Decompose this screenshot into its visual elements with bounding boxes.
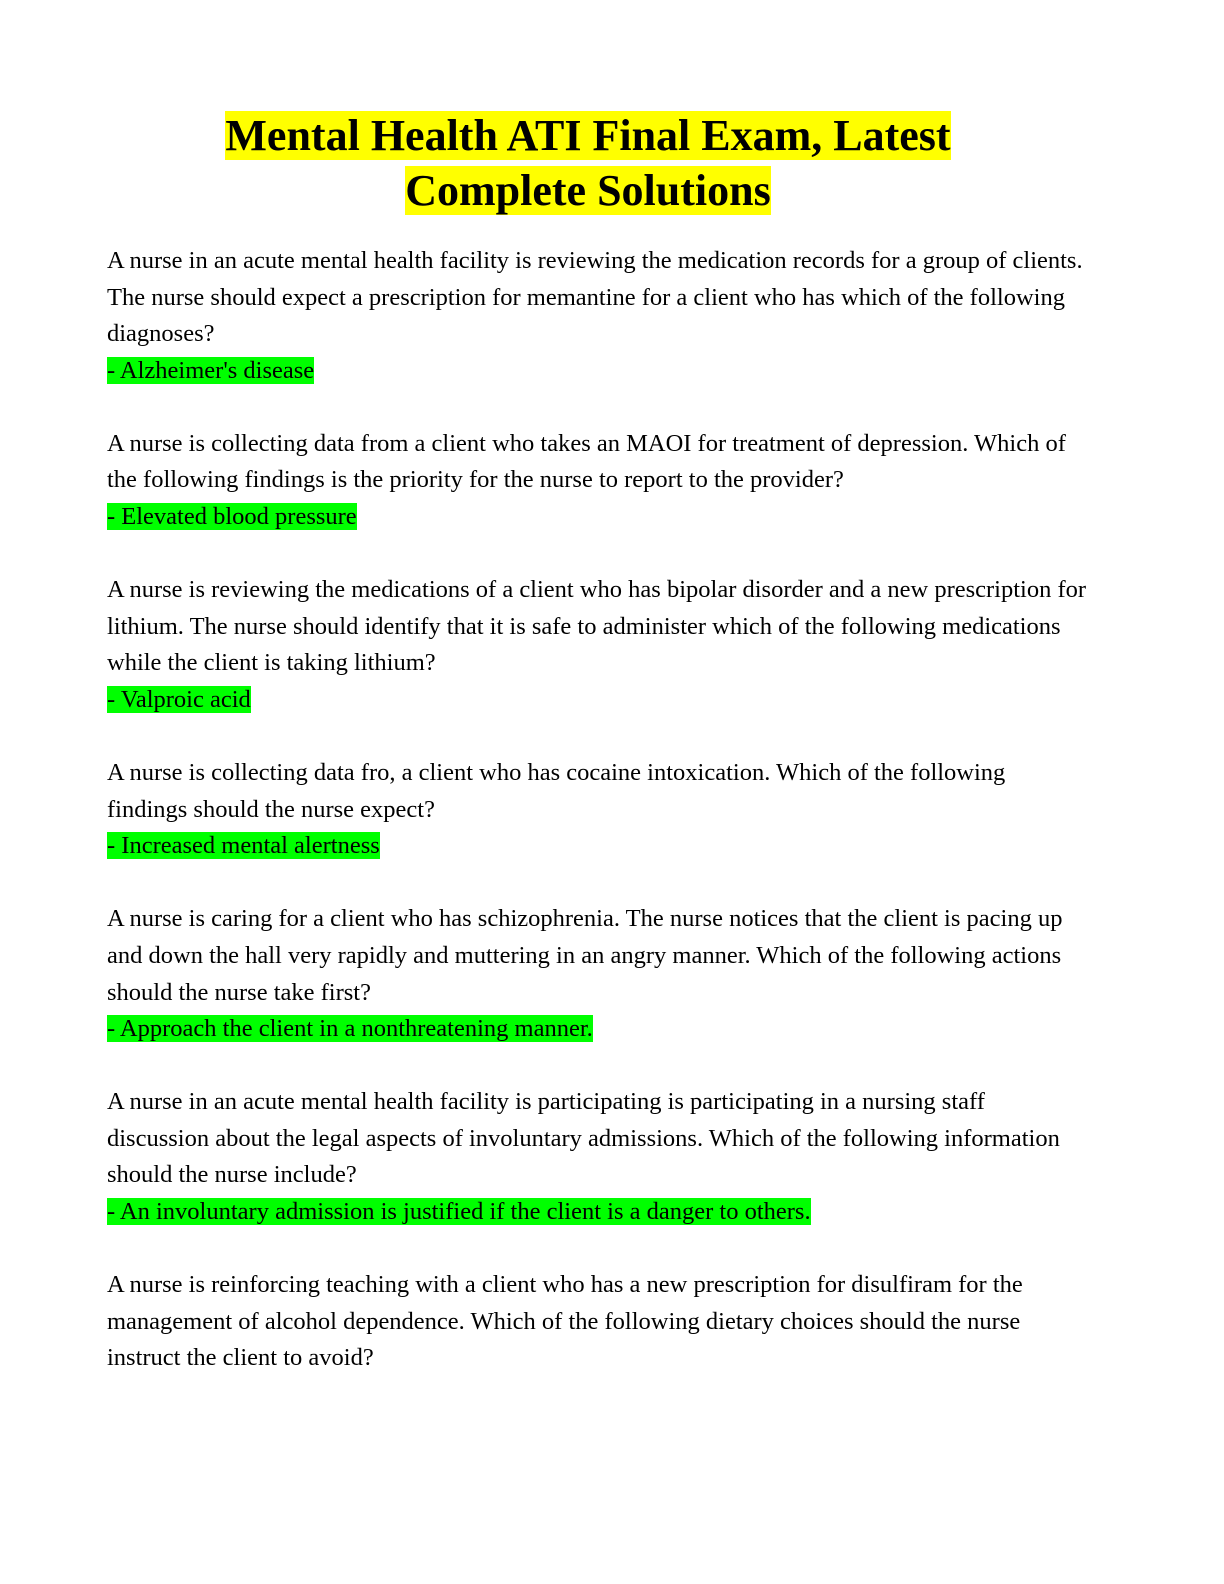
- answer-line: [107, 1011, 1087, 1048]
- answer-line: [107, 828, 1087, 865]
- title-line-1: Mental Health ATI Final Exam, Latest: [225, 111, 951, 160]
- title-line-2: Complete Solutions: [405, 166, 771, 215]
- answer-text: - Valproic acid: [107, 685, 251, 713]
- question-text: A nurse is reinforcing teaching with a client who has a new prescription for disulfiram for the management of alcohol dependence. Which of the following dietary choices should the nurse instruct the client to avoid?: [107, 1271, 1023, 1372]
- answer-text: - Elevated blood pressure: [107, 503, 357, 531]
- question-list: [107, 243, 1087, 1413]
- question-text: A nurse in an acute mental health facility is reviewing the medication records for a group of clients. The nurse should expect a prescription for memantine for a client who has which of the following diagnoses?: [107, 247, 1083, 348]
- question-item: [107, 243, 1087, 389]
- answer-text: - Increased mental alertness: [107, 832, 380, 860]
- question-text: A nurse is caring for a client who has schizophrenia. The nurse notices that the client is pacing up and down the hall very rapidly and muttering in an angry manner. Which of the following actions should the nurse take first?: [107, 905, 1063, 1006]
- page-title: [0, 108, 1176, 218]
- question-text: A nurse is collecting data from a client who takes an MAOI for treatment of depression. Which of the following findings is the priority for the nurse to report to the provider?: [107, 429, 1066, 494]
- question-item: [107, 426, 1087, 536]
- answer-text: - Approach the client in a nonthreatening manner.: [107, 1015, 593, 1043]
- question-item: [107, 1084, 1087, 1230]
- question-text: A nurse is reviewing the medications of a client who has bipolar disorder and a new prescription for lithium. The nurse should identify that it is safe to administer which of the following medications while the client is taking lithium?: [107, 576, 1087, 677]
- answer-line: [107, 499, 1087, 536]
- question-item: [107, 901, 1087, 1047]
- answer-text: - An involuntary admission is justified if the client is a danger to others.: [107, 1197, 811, 1225]
- answer-line: [107, 1194, 1087, 1231]
- answer-line: [107, 682, 1087, 719]
- question-text: A nurse is collecting data fro, a client who has cocaine intoxication. Which of the following findings should the nurse expect?: [107, 759, 1006, 823]
- question-item: [107, 572, 1087, 718]
- question-item: [107, 755, 1087, 865]
- answer-line: [107, 353, 1087, 390]
- question-text: A nurse in an acute mental health facility is participating is participating in a nursing staff discussion about the legal aspects of involuntary admissions. Which of the following information should the nurse include?: [107, 1088, 1060, 1189]
- answer-text: - Alzheimer's disease: [107, 356, 315, 384]
- question-item: [107, 1267, 1087, 1377]
